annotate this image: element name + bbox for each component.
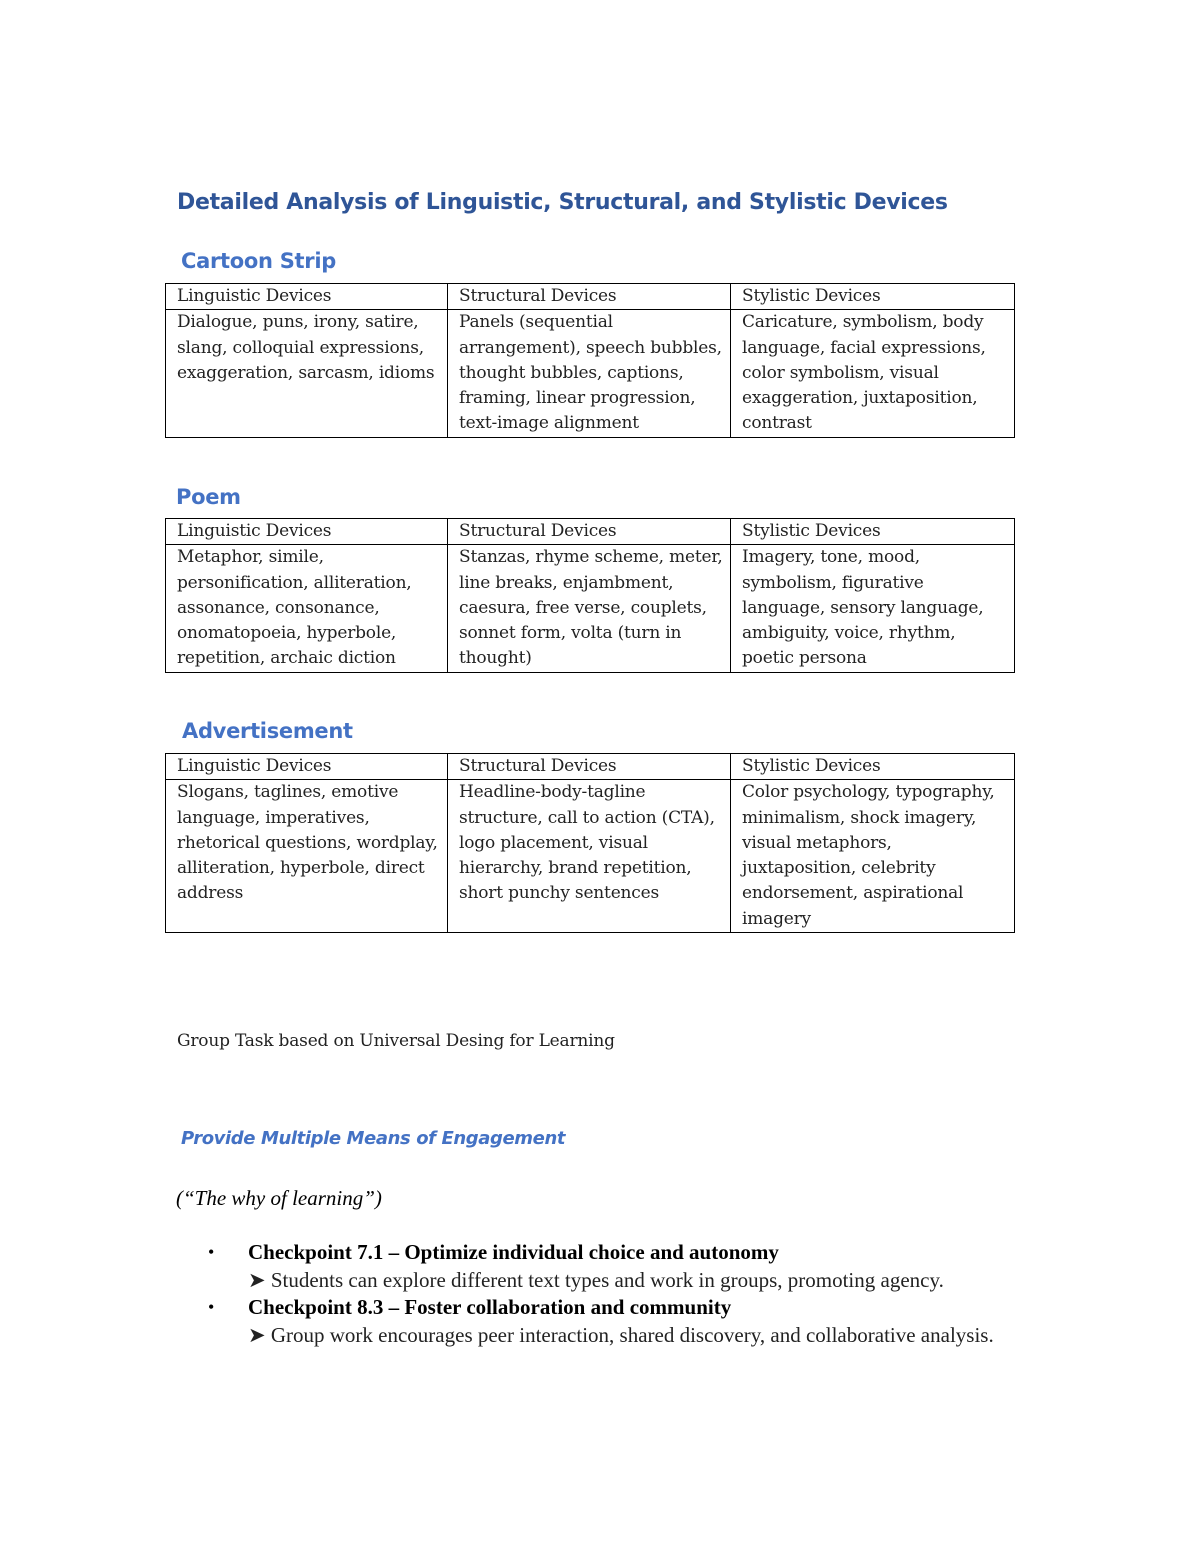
table-advertisement (165, 753, 1015, 933)
cell-stylistic: Caricature, symbolism, body language, facial expressions, color symbolism, visual exaggeration, juxtaposition, contrast (731, 310, 1015, 437)
column-header-linguistic: Linguistic Devices (166, 754, 448, 780)
checkpoint-description: ➤ Students can explore different text types and work in groups, promoting agency. (248, 1267, 944, 1292)
column-header-structural: Structural Devices (448, 284, 731, 310)
table-header-row (166, 519, 1015, 545)
list-item (208, 1294, 1008, 1349)
section-heading-poem: Poem (176, 485, 241, 509)
column-header-structural: Structural Devices (448, 519, 731, 545)
table-header-row (166, 754, 1015, 780)
column-header-stylistic: Stylistic Devices (731, 754, 1015, 780)
cell-structural: Panels (sequential arrangement), speech bubbles, thought bubbles, captions, framing, linear progression, text-image alignment (448, 310, 731, 437)
cell-structural: Stanzas, rhyme scheme, meter, line breaks, enjambment, caesura, free verse, couplets, sonnet form, volta (turn in thought) (448, 545, 731, 672)
column-header-linguistic: Linguistic Devices (166, 519, 448, 545)
table-row (166, 780, 1015, 933)
table-poem (165, 518, 1015, 673)
column-header-structural: Structural Devices (448, 754, 731, 780)
checkpoint-title: Checkpoint 7.1 – Optimize individual choice and autonomy (248, 1240, 779, 1264)
column-header-stylistic: Stylistic Devices (731, 519, 1015, 545)
table-header-row (166, 284, 1015, 310)
checkpoint-list (208, 1239, 1008, 1349)
bullet-icon: • (208, 1297, 215, 1317)
cell-structural: Headline-body-tagline structure, call to action (CTA), logo placement, visual hierarchy, brand repetition, short punchy sentences (448, 780, 731, 933)
table-row (166, 310, 1015, 437)
cell-linguistic: Slogans, taglines, emotive language, imperatives, rhetorical questions, wordplay, alliteration, hyperbole, direct address (166, 780, 448, 933)
checkpoint-description: ➤ Group work encourages peer interaction, shared discovery, and collaborative analysis. (248, 1322, 994, 1347)
engagement-heading: Provide Multiple Means of Engagement (181, 1128, 566, 1149)
cell-linguistic: Metaphor, simile, personification, alliteration, assonance, consonance, onomatopoeia, hyperbole, repetition, archaic diction (166, 545, 448, 672)
page-title: Detailed Analysis of Linguistic, Structural, and Stylistic Devices (177, 190, 948, 215)
cell-stylistic: Imagery, tone, mood, symbolism, figurative language, sensory language, ambiguity, voice, rhythm, poetic persona (731, 545, 1015, 672)
list-item (208, 1239, 1008, 1294)
table-row (166, 545, 1015, 672)
column-header-stylistic: Stylistic Devices (731, 284, 1015, 310)
group-task-line: Group Task based on Universal Desing for Learning (177, 1031, 615, 1051)
column-header-linguistic: Linguistic Devices (166, 284, 448, 310)
section-heading-cartoon-strip: Cartoon Strip (181, 249, 336, 273)
table-cartoon-strip (165, 283, 1015, 438)
checkpoint-title: Checkpoint 8.3 – Foster collaboration and community (248, 1295, 732, 1319)
cell-linguistic: Dialogue, puns, irony, satire, slang, colloquial expressions, exaggeration, sarcasm, idioms (166, 310, 448, 437)
bullet-icon: • (208, 1242, 215, 1262)
cell-stylistic: Color psychology, typography, minimalism, shock imagery, visual metaphors, juxtaposition, celebrity endorsement, aspirational imagery (731, 780, 1015, 933)
section-heading-advertisement: Advertisement (182, 719, 353, 743)
engagement-subheading: (“The why of learning”) (176, 1186, 382, 1210)
